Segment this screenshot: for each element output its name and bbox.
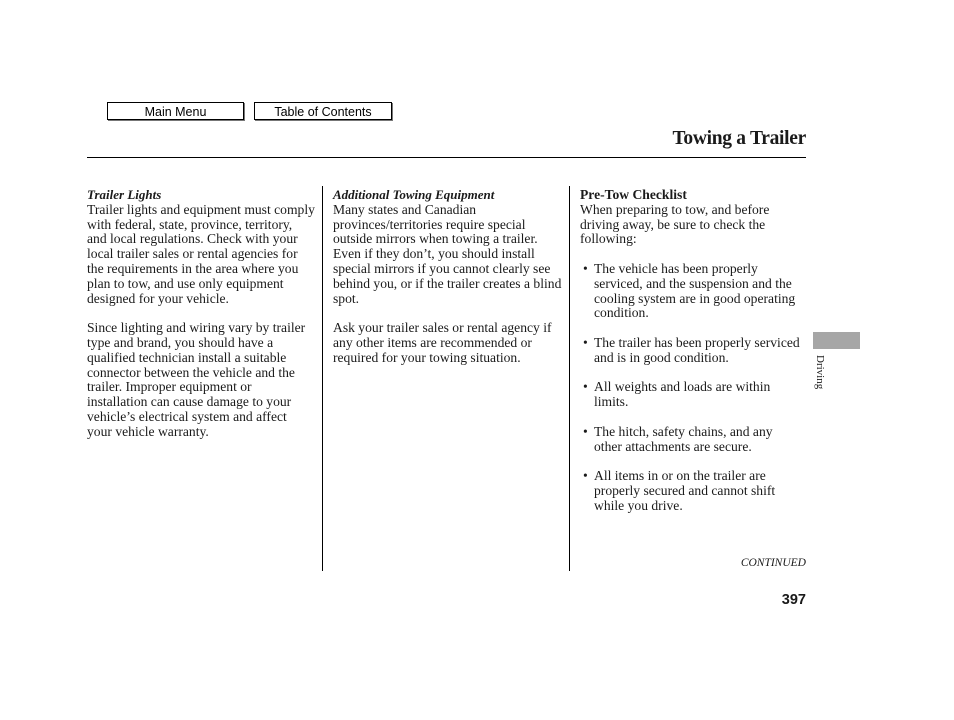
column-divider	[569, 186, 570, 571]
trailer-lights-section	[87, 186, 315, 440]
title-divider	[87, 157, 806, 158]
bullet-icon: •	[583, 423, 588, 439]
continued-label: CONTINUED	[740, 557, 806, 569]
main-menu-button[interactable]: Main Menu	[107, 102, 244, 120]
checklist-item-text: The vehicle has been properly serviced, and the suspension and the cooling system are in good operating condition.	[594, 260, 796, 321]
paragraph: Many states and Canadian provinces/territories require special outside mirrors when towing a trailer. Even if they don’t, you should install special mirrors if you cannot clearly see behind you, or if the trailer creates a blind spot.	[333, 201, 562, 306]
checklist	[580, 262, 802, 514]
paragraph: Ask your trailer sales or rental agency if any other items are recommended or required for your towing situation.	[333, 320, 552, 365]
additional-towing-equipment-section	[333, 186, 567, 366]
checklist-item-text: The hitch, safety chains, and any other attachments are secure.	[594, 423, 773, 454]
paragraph: Trailer lights and equipment must comply with federal, state, province, territory, and local regulations. Check with your local trailer sales or rental agencies for the requirements in the area where you plan to tow, and use only equipment designed for your vehicle.	[87, 201, 315, 306]
checklist-item	[580, 262, 802, 321]
page-number: 397	[781, 592, 806, 608]
section-tab-label: Driving	[814, 355, 826, 390]
column-divider	[322, 186, 323, 571]
checklist-item	[580, 469, 802, 513]
checklist-item-text: All weights and loads are within limits.	[594, 379, 771, 410]
bullet-icon: •	[583, 260, 588, 276]
paragraph: Since lighting and wiring vary by trailer type and brand, you should have a qualified technician install a suitable connector between the vehicle and the trailer. Improper equipment or installation can cause damage to your vehicle’s electrical system and affect your vehicle warranty.	[87, 320, 306, 439]
bullet-icon: •	[583, 468, 588, 484]
pre-tow-checklist-section	[580, 186, 802, 528]
checklist-item	[580, 336, 802, 366]
checklist-item-text: All items in or on the trailer are properly secured and cannot shift while you drive.	[594, 468, 776, 513]
additional-equipment-heading: Additional Towing Equipment	[333, 187, 495, 202]
checklist-item-text: The trailer has been properly serviced and is in good condition.	[594, 334, 800, 365]
trailer-lights-heading: Trailer Lights	[87, 187, 162, 202]
checklist-intro: When preparing to tow, and before driving away, be sure to check the following:	[580, 201, 770, 247]
page-title: Towing a Trailer	[672, 128, 806, 149]
bullet-icon: •	[583, 334, 588, 350]
pre-tow-checklist-heading: Pre-Tow Checklist	[580, 187, 687, 202]
bullet-icon: •	[583, 379, 588, 395]
section-tab	[813, 332, 860, 349]
table-of-contents-button[interactable]: Table of Contents	[254, 102, 392, 120]
checklist-item	[580, 380, 802, 410]
checklist-item	[580, 425, 802, 455]
